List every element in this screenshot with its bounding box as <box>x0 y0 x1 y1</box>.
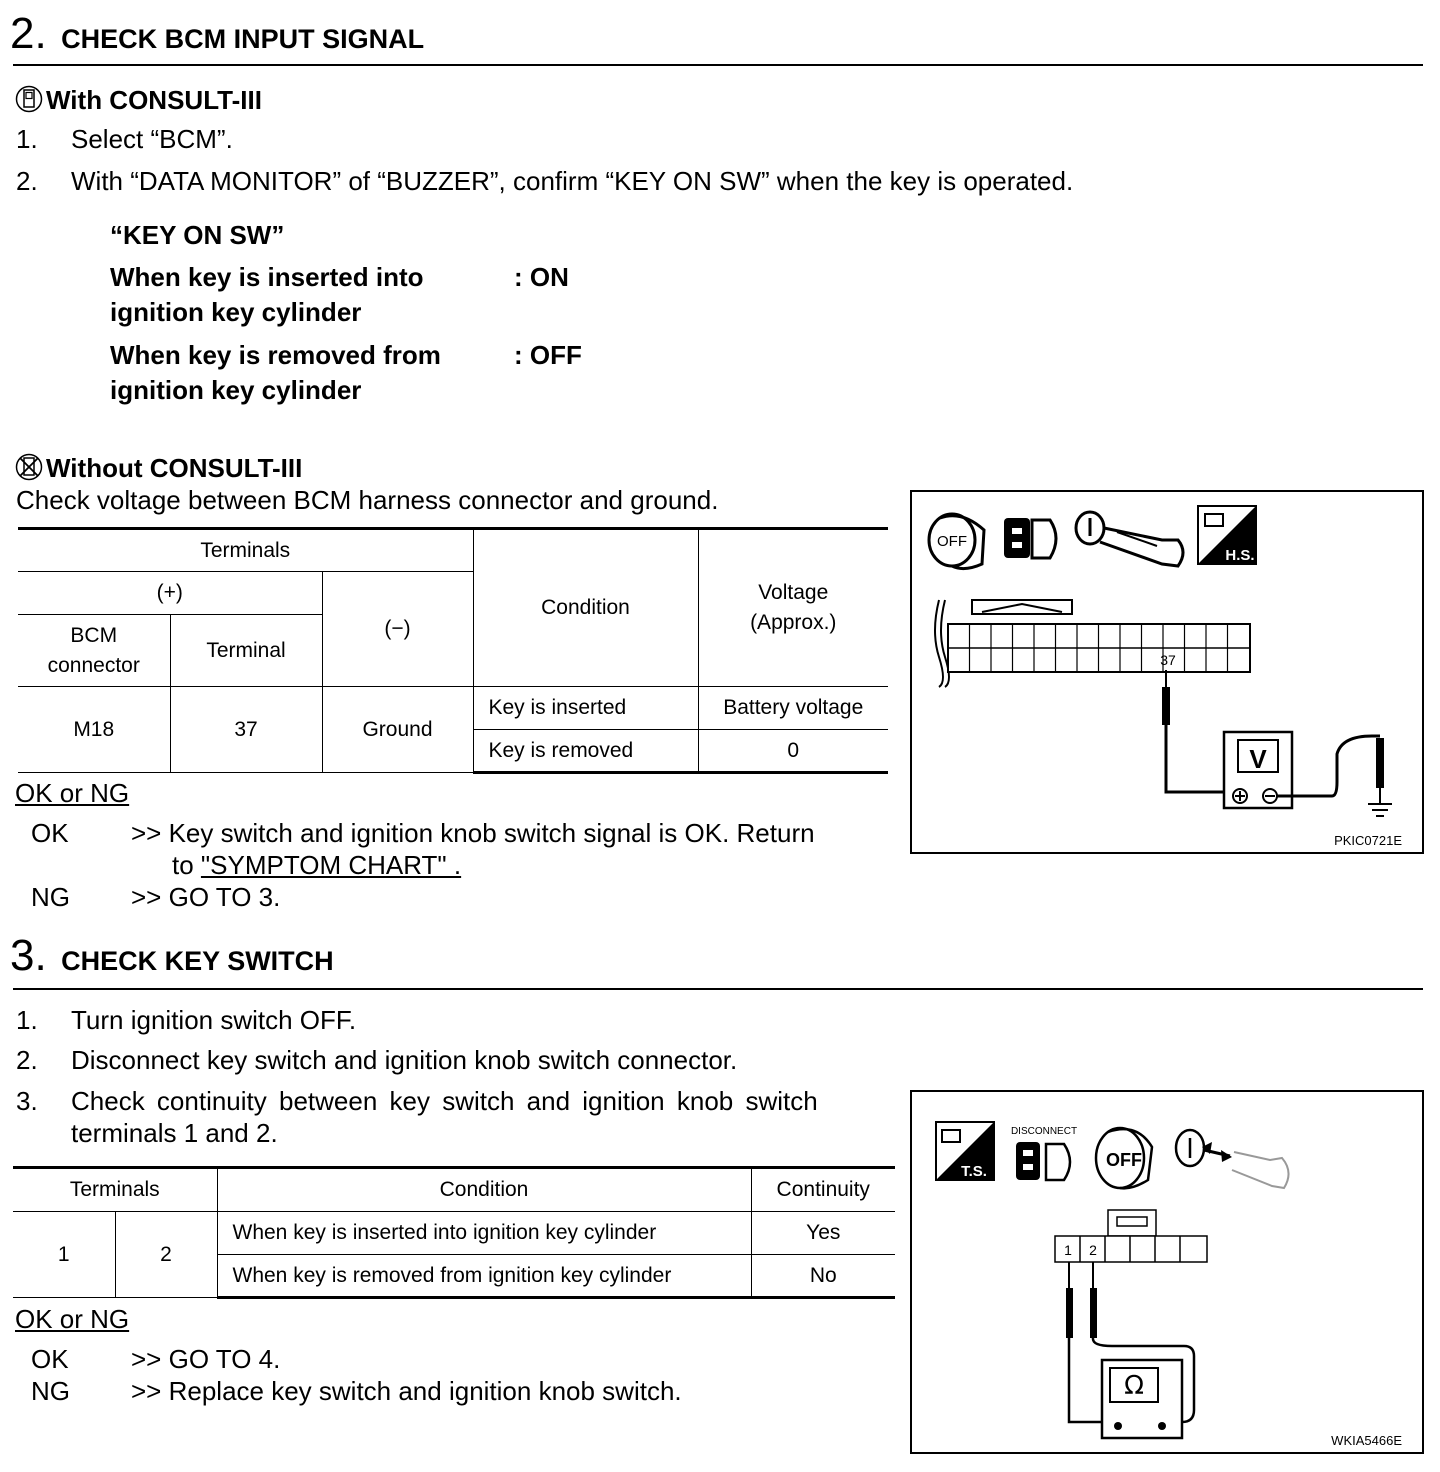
without-consult-instruction: Check voltage between BCM harness connector and ground. <box>16 485 719 515</box>
step3-item-3: 3. Check continuity between key switch and ignition knob switch terminals 1 and 2. <box>16 1086 818 1148</box>
ohmmeter <box>1102 1360 1182 1438</box>
disconnect-icon <box>1011 1126 1077 1180</box>
step2-number: 2. <box>10 9 47 58</box>
continuity-figure <box>910 1090 1424 1454</box>
step3-item-2: 2. Disconnect key switch and ignition knob switch connector. <box>16 1045 738 1075</box>
consult-step-2: 2. With “DATA MONITOR” of “BUZZER”, confirm “KEY ON SW” when the key is operated. <box>16 166 1074 196</box>
with-consult-heading: With CONSULT-III <box>14 85 262 117</box>
cell-condition-inserted: Key is inserted <box>473 687 698 730</box>
pin-2-label: 2 <box>1089 1242 1097 1258</box>
ignition-off-icon-2 <box>1096 1128 1152 1188</box>
th-condition: Condition <box>473 529 698 687</box>
harness-icon <box>1198 506 1256 564</box>
th-terminal: Terminal <box>170 615 322 687</box>
th-minus: (−) <box>322 572 473 687</box>
fig1-code: PKIC0721E <box>1334 833 1402 848</box>
without-consult-heading: Without CONSULT-III <box>14 453 302 487</box>
ground-symbol <box>1368 804 1392 816</box>
cell-terminal: 37 <box>170 687 322 773</box>
step2-ok-row: OK >> Key switch and ignition knob switch signal is OK. Return <box>31 818 815 848</box>
step3-ok-row: OK >> GO TO 4. <box>31 1344 281 1374</box>
step3-item-1: 1. Turn ignition switch OFF. <box>16 1005 357 1035</box>
cell-condition-removed: Key is removed <box>473 730 698 773</box>
connector-icon <box>1004 518 1056 558</box>
th-continuity: Continuity <box>751 1168 895 1212</box>
cell-t1: 1 <box>13 1212 115 1298</box>
bcm-voltage-figure <box>910 490 1424 854</box>
ignition-off-icon <box>929 514 984 569</box>
consult-tool-icon <box>14 85 44 119</box>
step3-number: 3. <box>10 931 47 980</box>
fig2-off-text: OFF <box>1106 1150 1142 1170</box>
monitor-value-on: : ON <box>514 262 569 292</box>
cell-ground: Ground <box>322 687 473 773</box>
fig2-code: WKIA5466E <box>1331 1433 1402 1448</box>
fig2-ts-text: T.S. <box>961 1163 987 1180</box>
no-consult-icon <box>14 453 44 487</box>
cell-cont-no: No <box>751 1255 895 1298</box>
cell-cont-yes: Yes <box>751 1212 895 1255</box>
cell-cond-removed: When key is removed from ignition key cylinder <box>217 1255 751 1298</box>
step3-header <box>10 931 1210 984</box>
consult-step-1: 1. Select “BCM”. <box>16 124 233 154</box>
step2-ng-row: NG >> GO TO 3. <box>31 882 281 912</box>
step3-title: CHECK KEY SWITCH <box>61 946 334 976</box>
step2-ok-row-2: to "SYMPTOM CHART" . <box>172 849 536 881</box>
step2-divider <box>13 64 1423 66</box>
cell-connector: M18 <box>18 687 170 773</box>
monitor-value-off: : OFF <box>514 340 582 370</box>
terminal-37-label: 37 <box>1160 652 1176 668</box>
th-terminals: Terminals <box>18 529 473 572</box>
monitor-item: “KEY ON SW” <box>110 220 285 250</box>
key-switch-connector <box>1055 1210 1207 1262</box>
key-removed-icon <box>1176 1130 1289 1188</box>
fig2-disconnect-text: DISCONNECT <box>1010 1126 1078 1137</box>
cell-voltage-inserted: Battery voltage <box>698 687 888 730</box>
th-plus: (+) <box>18 572 322 615</box>
fig1-off-text: OFF <box>937 533 967 550</box>
continuity-table <box>13 1166 895 1299</box>
monitor-row-2: When key is removed from ignition key cylinder <box>110 340 441 405</box>
th-terminals-2: Terminals <box>13 1168 217 1212</box>
step3-ng-row: NG >> Replace key switch and ignition knob switch. <box>31 1376 682 1406</box>
th-voltage: Voltage (Approx.) <box>698 529 888 687</box>
step3-okng-heading: OK or NG <box>15 1304 130 1334</box>
fig1-hs-text: H.S. <box>1225 547 1255 564</box>
step2-title: CHECK BCM INPUT SIGNAL <box>61 24 425 54</box>
step2-okng-heading: OK or NG <box>15 778 130 808</box>
cell-cond-inserted: When key is inserted into ignition key cylinder <box>217 1212 751 1255</box>
voltmeter-label: V <box>1249 744 1267 774</box>
th-condition-2: Condition <box>217 1168 751 1212</box>
th-bcm-connector: BCM connector <box>18 615 170 687</box>
step3-divider <box>13 988 1423 990</box>
bcm-connector-diagram <box>948 600 1250 672</box>
bcm-voltage-table <box>18 527 888 774</box>
ohmmeter-label: Ω <box>1124 1371 1144 1401</box>
cell-t2: 2 <box>115 1212 217 1298</box>
key-inserted-icon <box>1076 512 1183 566</box>
monitor-row-1: When key is inserted into ignition key cylinder <box>110 262 424 327</box>
cell-voltage-removed: 0 <box>698 730 888 773</box>
test-icon <box>936 1122 994 1180</box>
symptom-chart-link[interactable]: "SYMPTOM CHART" . <box>200 850 462 880</box>
pin-1-label: 1 <box>1064 1242 1072 1258</box>
step2-header <box>10 9 1210 62</box>
